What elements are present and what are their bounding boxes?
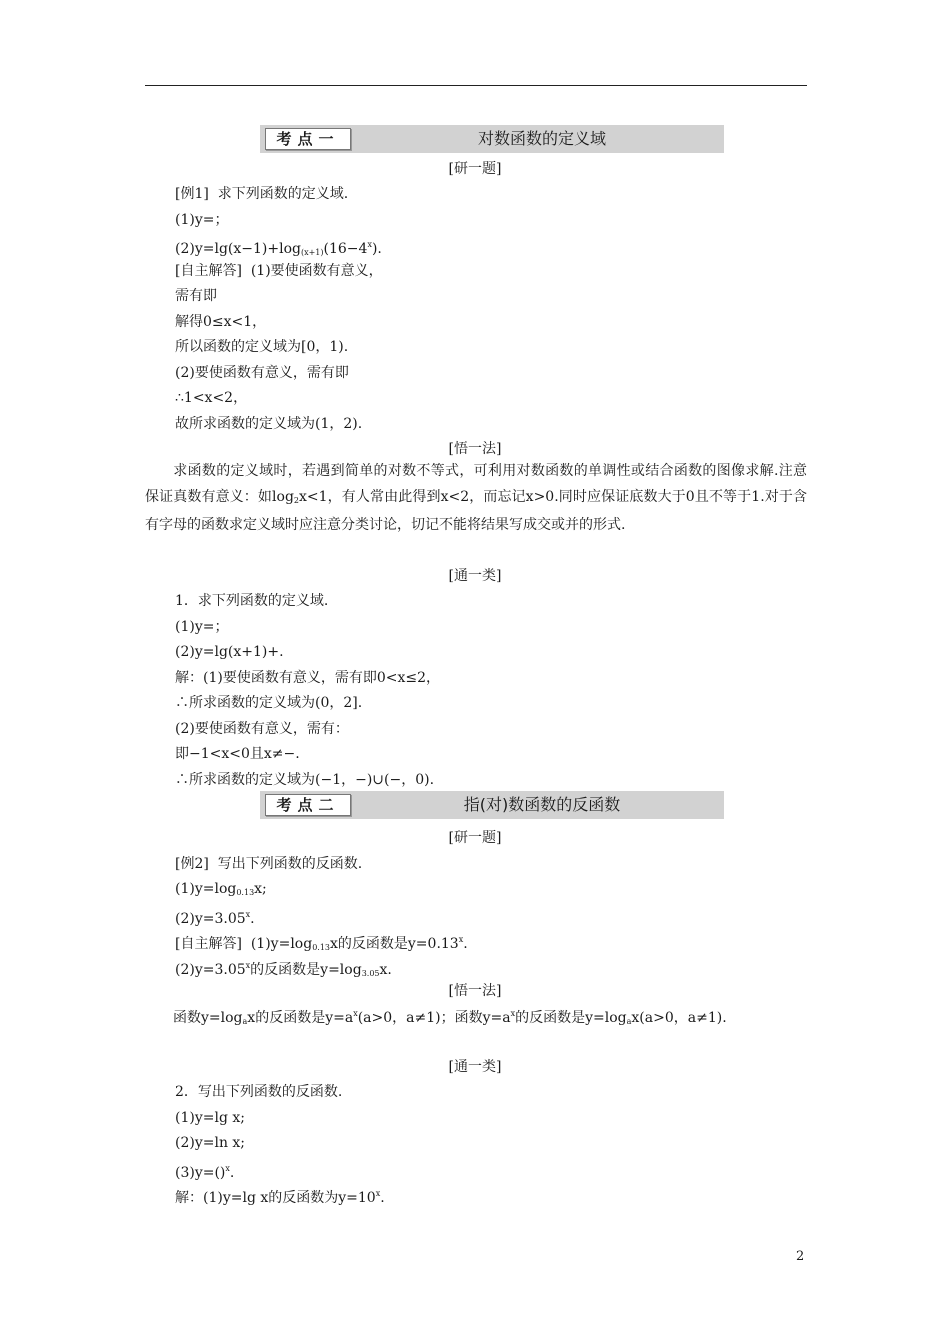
practice-2-q1: (1)y=lg x; xyxy=(175,1110,245,1126)
solution-2-line: $(2)y=3.05^x$的反函数是$y=\log_{3.05}x$. xyxy=(175,961,392,978)
example-1: [例1] 求下列函数的定义域. xyxy=(175,186,349,202)
practice-2-q2: (2)y=ln x; xyxy=(175,1135,246,1151)
example-1-q2: $(2)y=\lg(x-1)+\log_{(x+1)}(16-4^x)$. xyxy=(175,240,382,257)
method-paragraph-2: 函数$y=\log_ax$的反函数是$y=a^x(a>0$，a≠1)；函数$y=a^x$的反函数是$y=\log_ax(a>0$，a≠1). xyxy=(173,1009,727,1026)
page-number: 2 xyxy=(796,1249,805,1264)
practice-1-solution: 即−1<x<0且x≠−. xyxy=(175,746,300,762)
example-2: [例2] 写出下列函数的反函数. xyxy=(175,856,363,872)
section-title-1: 对数函数的定义域 xyxy=(477,129,606,148)
section-header-1 xyxy=(260,125,724,153)
solution-1: [自主解答] (1)要使函数有意义， xyxy=(175,263,383,279)
method-paragraph-1: 求函数的定义域时，若遇到简单的对数不等式，可利用对数函数的单调性或结合函数的图像求解.注意保证真数有意义：如$\log_2x<1$，有人常由此得到x<2，而忘记x>0.同时应保证底数大于0且不等于1.对于含有字母的函数求定义域时应注意分类讨论，切记不能将结果写成交或并的形式. xyxy=(145,463,807,533)
wu-heading-2: [悟一法] xyxy=(448,983,502,999)
section-header-2 xyxy=(260,791,724,819)
solution-2: [自主解答] $(1)y=\log_{0.13}x$的反函数是$y=0.13^x$. xyxy=(175,935,468,952)
practice-1-solution: 解：(1)要使函数有意义，需有即0<x≤2， xyxy=(175,670,441,686)
yan-heading-2: [研一题] xyxy=(448,830,502,846)
solution-1-line: 需有即 xyxy=(175,288,217,304)
practice-1: 1．求下列函数的定义域. xyxy=(175,593,329,609)
practice-1-q2: (2)y=lg(x+1)+. xyxy=(175,644,284,660)
wu-heading-1: [悟一法] xyxy=(448,441,502,457)
section-tag-2: 考点二 xyxy=(265,794,351,816)
solution-1-line: (2)要使函数有意义，需有即 xyxy=(175,365,349,381)
example-2-q2: $(2)y=3.05^x$. xyxy=(175,910,255,927)
solution-1-line: ∴1<x<2， xyxy=(175,390,248,406)
practice-2: 2．写出下列函数的反函数. xyxy=(175,1084,343,1100)
section-title-2: 指(对)数函数的反函数 xyxy=(463,795,621,814)
example-1-q1: (1)y=； xyxy=(175,212,229,228)
solution-1-line: 解得0≤x<1， xyxy=(175,314,267,330)
tong-heading-1: [通一类] xyxy=(448,568,502,584)
solution-1-line: 所以函数的定义域为[0，1). xyxy=(175,339,349,355)
practice-1-solution: ∴所求函数的定义域为(0，2]. xyxy=(175,695,363,711)
practice-1-q1: (1)y=； xyxy=(175,619,229,635)
practice-2-q3: (3)y=()$^x$. xyxy=(175,1164,235,1181)
yan-heading-1: [研一题] xyxy=(448,161,502,177)
tong-heading-2: [通一类] xyxy=(448,1059,502,1075)
example-2-q1: $(1)y=\log_{0.13}x$; xyxy=(175,881,267,897)
section-tag-1: 考点一 xyxy=(265,128,351,150)
practice-1-solution: ∴所求函数的定义域为(−1，−)∪(−，0). xyxy=(175,772,435,788)
solution-1-line: 故所求函数的定义域为(1，2). xyxy=(175,416,363,432)
header-rule xyxy=(145,85,807,86)
practice-2-solution: 解：(1)y=lg x的反函数为$y=10^x$. xyxy=(175,1189,385,1206)
practice-1-solution: (2)要使函数有意义，需有： xyxy=(175,721,349,737)
